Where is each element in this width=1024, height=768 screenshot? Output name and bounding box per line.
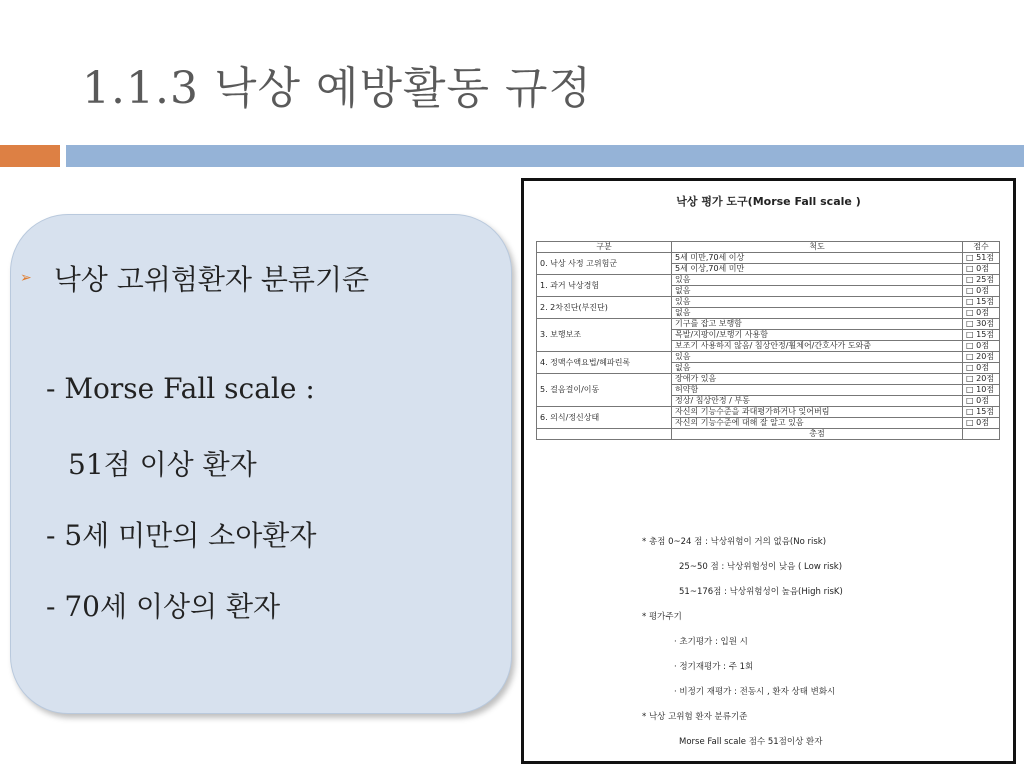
table-row: [537, 352, 1000, 363]
note-line: Morse Fall scale 점수 51점이상 환자: [679, 737, 823, 747]
scale-cell: 목발/지팡이/보행기 사용함: [672, 330, 963, 341]
score-cell: □ 25점: [963, 275, 1000, 286]
header-score: 점수: [963, 242, 1000, 253]
scale-table: [536, 241, 1000, 440]
score-cell: □ 20점: [963, 352, 1000, 363]
table-row: [537, 275, 1000, 286]
scale-cell: 없음: [672, 308, 963, 319]
score-cell: □ 0점: [963, 396, 1000, 407]
table-header-row: [537, 242, 1000, 253]
total-score-cell: [963, 429, 1000, 440]
scale-cell: 정상/ 침상안정 / 부동: [672, 396, 963, 407]
accent-bar-orange: [0, 145, 60, 167]
accent-bar-blue: [66, 145, 1024, 167]
scale-cell: 5세 미만,70세 이상: [672, 253, 963, 264]
total-spacer: [537, 429, 672, 440]
scale-cell: 있음: [672, 297, 963, 308]
score-cell: □ 10점: [963, 385, 1000, 396]
score-cell: □ 30점: [963, 319, 1000, 330]
note-line: * 총점 0~24 점 : 낙상위험이 거의 없음(No risk): [642, 537, 827, 547]
scale-cell: 자신의 기능수준에 대해 잘 알고 있음: [672, 418, 963, 429]
category-cell: 6. 의식/정신상태: [537, 407, 672, 429]
score-cell: □ 15점: [963, 407, 1000, 418]
note-line: · 정기재평가 : 주 1회: [674, 662, 754, 672]
total-row: [537, 429, 1000, 440]
scale-cell: 기구를 잡고 보행함: [672, 319, 963, 330]
scale-cell: 장애가 있음: [672, 374, 963, 385]
scale-title: 낙상 평가 도구(Morse Fall scale ): [676, 195, 861, 208]
scale-cell: 허약함: [672, 385, 963, 396]
morse-fall-scale-image: [521, 178, 1016, 764]
bullet-item: [20, 258, 369, 298]
header-category: 구분: [537, 242, 672, 253]
score-cell: □ 15점: [963, 330, 1000, 341]
score-cell: □ 0점: [963, 418, 1000, 429]
note-line: · 초기평가 : 입원 시: [674, 637, 748, 647]
table-row: [537, 407, 1000, 418]
scale-cell: 없음: [672, 286, 963, 297]
score-cell: □ 0점: [963, 363, 1000, 374]
category-cell: 0. 낙상 사정 고위험군: [537, 253, 672, 275]
note-line: * 낙상 고위험 환자 분류기준: [642, 712, 748, 722]
header-scale: 척도: [672, 242, 963, 253]
scale-cell: 보조기 사용하지 않음/ 침상안정/휠체어/간호사가 도와줌: [672, 341, 963, 352]
bullet-arrow-icon: ➢: [20, 270, 32, 286]
total-label: 총점: [672, 429, 963, 440]
table-body: [537, 253, 1000, 440]
note-line: * 평가주기: [642, 612, 682, 622]
note-line: 51~176점 : 낙상위험성이 높음(High risK): [679, 587, 843, 597]
score-cell: □ 0점: [963, 341, 1000, 352]
score-cell: □ 0점: [963, 286, 1000, 297]
scale-cell: 없음: [672, 363, 963, 374]
table-row: [537, 374, 1000, 385]
criteria-line: - Morse Fall scale :: [46, 372, 315, 405]
criteria-line: 51점 이상 환자: [68, 448, 257, 481]
category-cell: 4. 정맥수액요법/헤파린록: [537, 352, 672, 374]
category-cell: 1. 과거 낙상경험: [537, 275, 672, 297]
note-line: 25~50 점 : 낙상위험성이 낮음 ( Low risk): [679, 562, 843, 572]
category-cell: 5. 걸음걸이/이동: [537, 374, 672, 407]
category-cell: 2. 2차진단(부진단): [537, 297, 672, 319]
slide-title: 1.1.3 낙상 예방활동 규정: [82, 63, 592, 114]
scale-cell: 자신의 기능수준을 과대평가하거나 잊어버림: [672, 407, 963, 418]
note-line: · 비정기 재평가 : 전동시 , 환자 상태 변화시: [674, 687, 836, 697]
criteria-line: - 5세 미만의 소아환자: [46, 519, 317, 552]
score-cell: □ 0점: [963, 308, 1000, 319]
score-cell: □ 0점: [963, 264, 1000, 275]
score-cell: □ 51점: [963, 253, 1000, 264]
table-row: [537, 253, 1000, 264]
criteria-line: - 70세 이상의 환자: [46, 590, 281, 623]
score-cell: □ 15점: [963, 297, 1000, 308]
table-row: [537, 297, 1000, 308]
category-cell: 3. 보행보조: [537, 319, 672, 352]
scale-cell: 있음: [672, 352, 963, 363]
bullet-text: 낙상 고위험환자 분류기준: [53, 263, 370, 296]
scale-cell: 있음: [672, 275, 963, 286]
score-cell: □ 20점: [963, 374, 1000, 385]
table-row: [537, 319, 1000, 330]
scale-cell: 5세 이상,70세 미만: [672, 264, 963, 275]
